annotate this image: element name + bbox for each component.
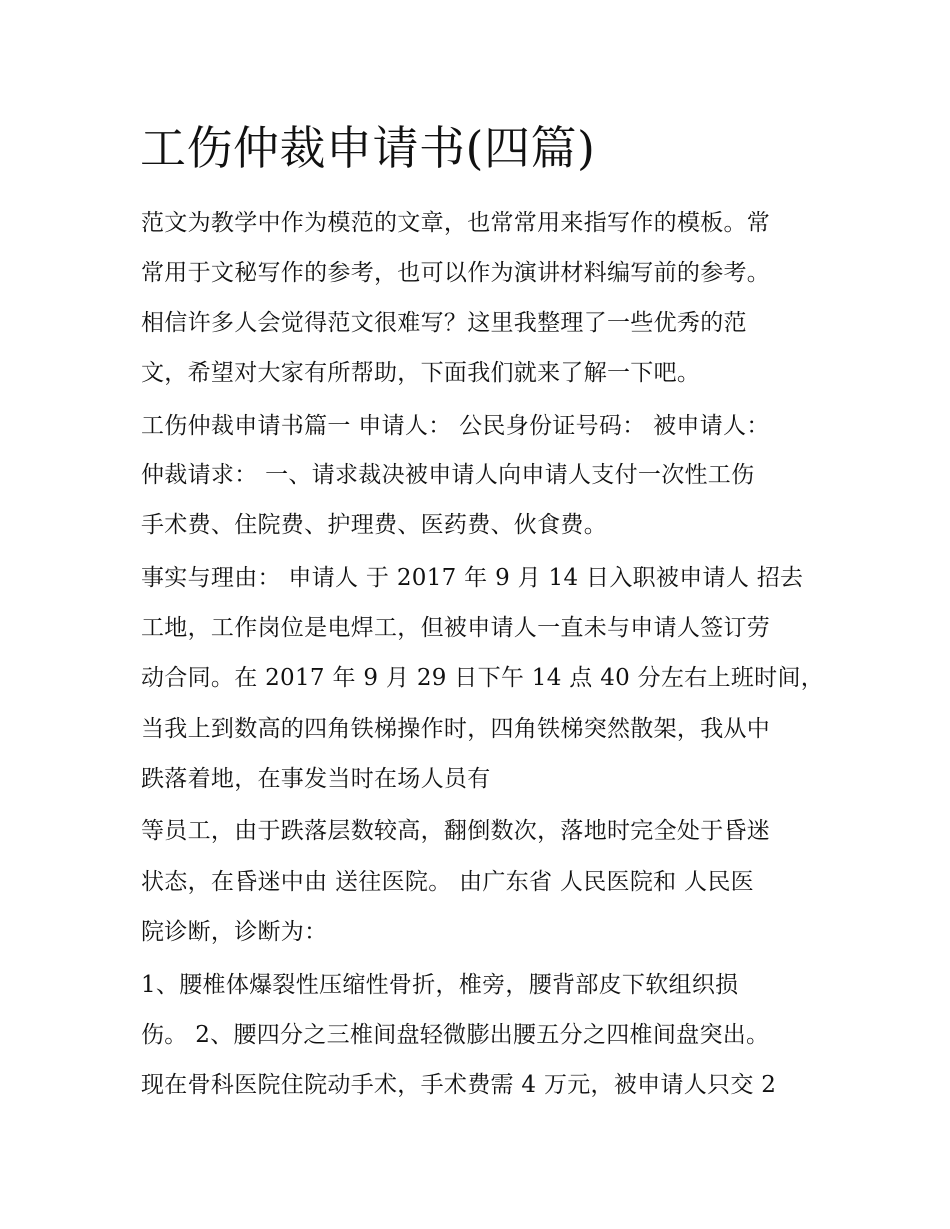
body-line-14: 状态，在昏迷中由 送往医院。 由广东省 人民医院和 人民医 <box>141 869 754 895</box>
body-line-1: 范文为教学中作为模范的文章，也常常用来指写作的模板。常 <box>141 210 771 236</box>
body-line-15: 院诊断，诊断为： <box>141 919 328 945</box>
body-line-6: 仲裁请求： 一、请求裁决被申请人向申请人支付一次性工伤 <box>141 462 755 488</box>
body-line-16: 1、腰椎体爆裂性压缩性骨折，椎旁，腰背部皮下软组织损 <box>141 972 739 998</box>
body-line-12: 跌落着地，在事发当时在场人员有 <box>141 766 491 792</box>
body-line-7: 手术费、住院费、护理费、医药费、伙食费。 <box>141 512 607 538</box>
body-line-13: 等员工，由于跌落层数较高，翻倒数次，落地时完全处于昏迷 <box>141 818 771 844</box>
body-line-10: 动合同。在 2017 年 9 月 29 日下午 14 点 40 分左右上班时间， <box>141 665 825 691</box>
body-line-17: 伤。 2、腰四分之三椎间盘轻微膨出腰五分之四椎间盘突出。 <box>141 1022 770 1048</box>
body-line-9: 工地，工作岗位是电焊工，但被申请人一直未与申请人签订劳 <box>141 615 771 641</box>
body-line-11: 当我上到数高的四角铁梯操作时，四角铁梯突然散架，我从中 <box>141 716 771 742</box>
document-title: 工伤仲裁申请书(四篇) <box>140 121 596 175</box>
body-line-18: 现在骨科医院住院动手术，手术费需 4 万元，被申请人只交 2 <box>141 1072 777 1098</box>
body-line-2: 常用于文秘写作的参考，也可以作为演讲材料编写前的参考。 <box>141 260 771 286</box>
body-line-3: 相信许多人会觉得范文很难写？这里我整理了一些优秀的范 <box>141 310 747 336</box>
body-line-4: 文，希望对大家有所帮助，下面我们就来了解一下吧。 <box>141 360 701 386</box>
body-line-8: 事实与理由： 申请人 于 2017 年 9 月 14 日入职被申请人 招去 <box>141 565 804 591</box>
body-line-5: 工伤仲裁申请书篇一 申请人： 公民身份证号码： 被申请人： <box>141 413 770 439</box>
